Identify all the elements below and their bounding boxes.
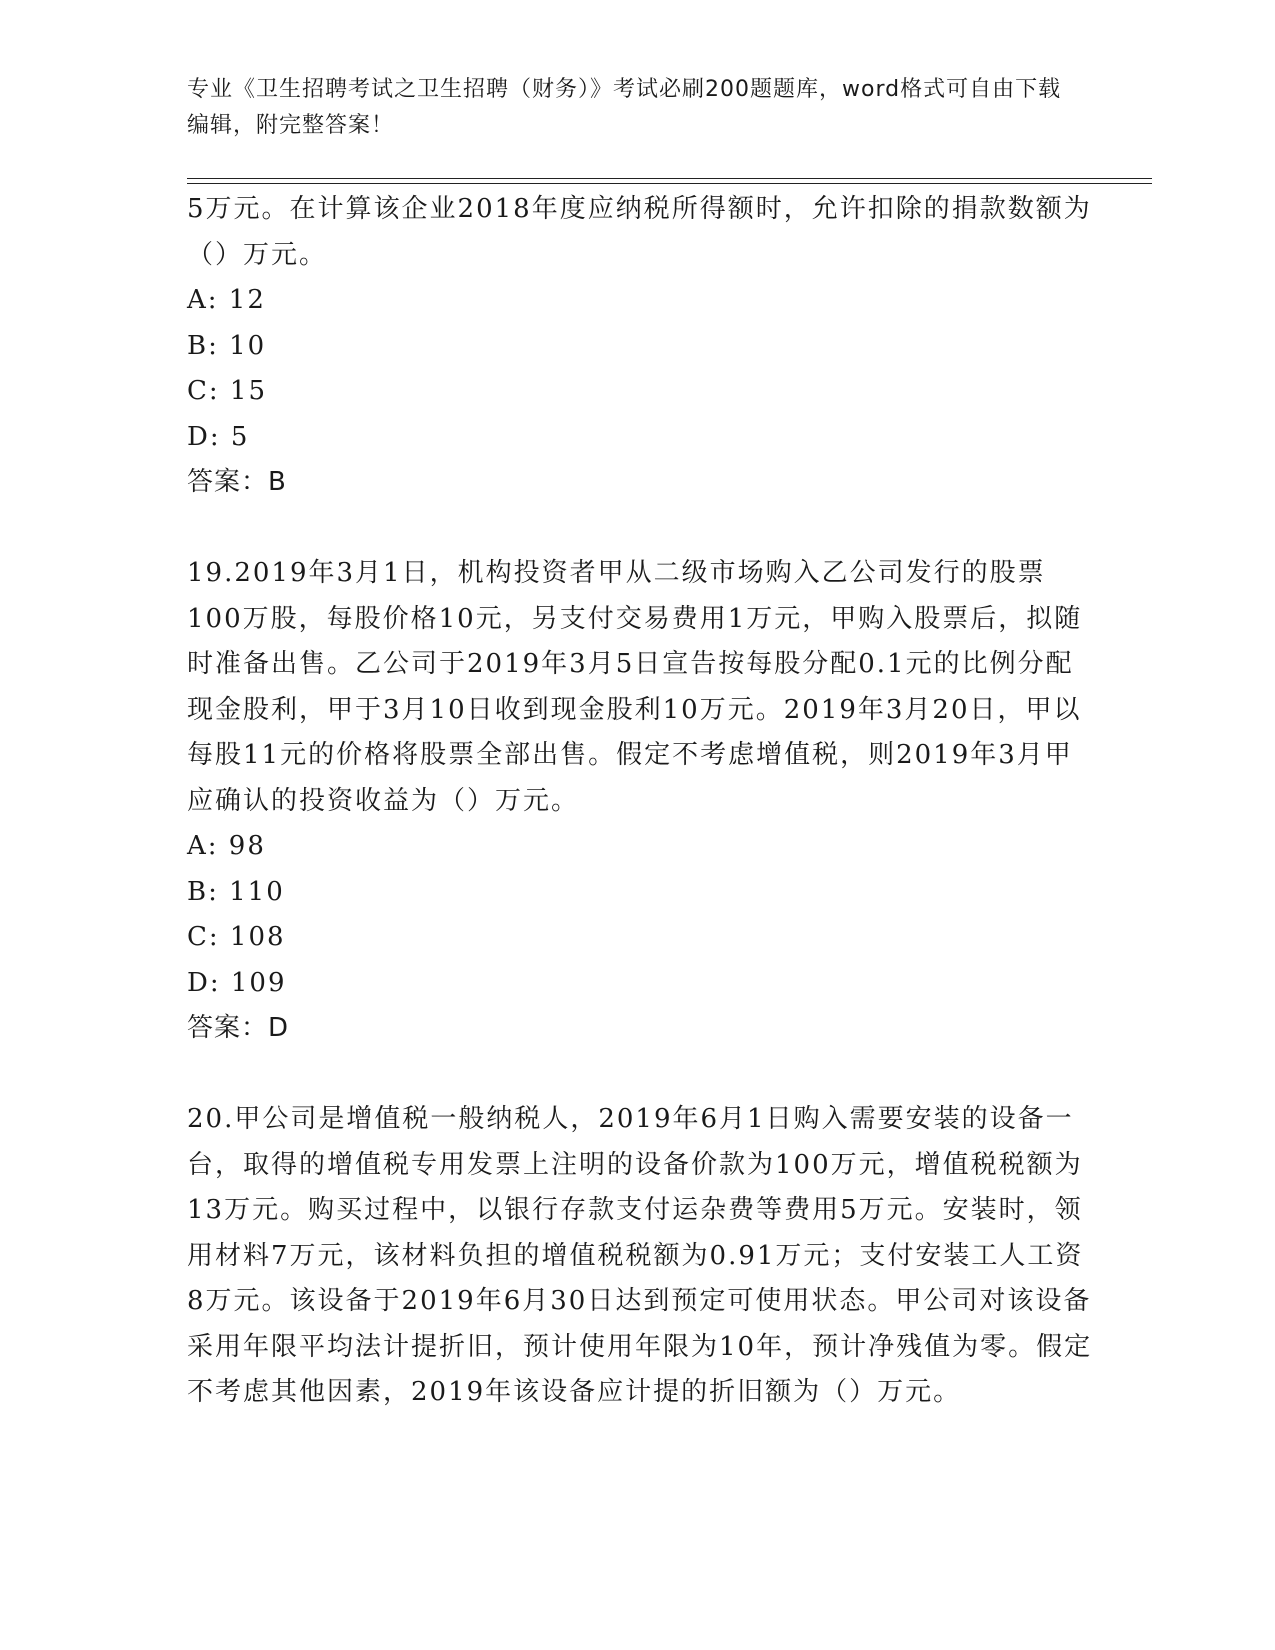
question-text: 19.2019年3月1日，机构投资者甲从二级市场购入乙公司发行的股票100万股，每股价格10元，另支付交易费用1万元，甲购入股票后，拟随时准备出售。乙公司于2019年3月5日宣告按每股分配0.1元的比例分配现金股利，甲于3月10日收到现金股利10万元。2019年3月20日，甲以每股11元的价格将股票全部出售。假定不考虑增值税，则2019年3月甲应确认的投资收益为（）万元。 <box>187 558 1083 816</box>
option-c: C: 108 <box>187 922 286 952</box>
question-text: 20.甲公司是增值税一般纳税人，2019年6月1日购入需要安装的设备一台，取得的增值税专用发票上注明的设备价款为100万元，增值税税额为13万元。购买过程中，以银行存款支付运杂费等费用5万元。安装时，领用材料7万元，该材料负担的增值税税额为0.91万元；支付安装工人工资8万元。该设备于2019年6月30日达到预定可使用状态。甲公司对该设备采用年限平均法计提折旧，预计使用年限为10年，预计净残值为零。假定不考虑其他因素，2019年该设备应计提的折旧额为（）万元。 <box>187 1104 1093 1407</box>
spacer <box>187 1052 1097 1098</box>
option-d: D: 5 <box>187 421 250 452</box>
question-19 <box>187 551 1097 1052</box>
option-a: A: 98 <box>187 831 266 861</box>
option-c: C: 15 <box>187 376 268 406</box>
question-20 <box>187 1097 1097 1416</box>
option-a: A: 12 <box>187 285 266 315</box>
document-body <box>187 187 1097 1416</box>
option-list <box>187 824 1097 1006</box>
header-divider-double <box>187 183 1152 184</box>
page-header: 专业《卫生招聘考试之卫生招聘（财务）》考试必刷200题题库，word格式可自由下载编辑，附完整答案！ <box>187 77 1062 138</box>
spacer <box>187 506 1097 552</box>
question-text: 5万元。在计算该企业2018年度应纳税所得额时，允许扣除的捐款数额为（）万元。 <box>187 194 1092 270</box>
question-18-continued <box>187 187 1097 506</box>
header-divider <box>187 178 1152 179</box>
option-b: B: 10 <box>187 330 267 361</box>
option-d: D: 109 <box>187 967 287 998</box>
option-list <box>187 278 1097 460</box>
option-b: B: 110 <box>187 876 285 907</box>
answer-line: 答案：B <box>187 467 287 497</box>
answer-line: 答案：D <box>187 1013 290 1043</box>
